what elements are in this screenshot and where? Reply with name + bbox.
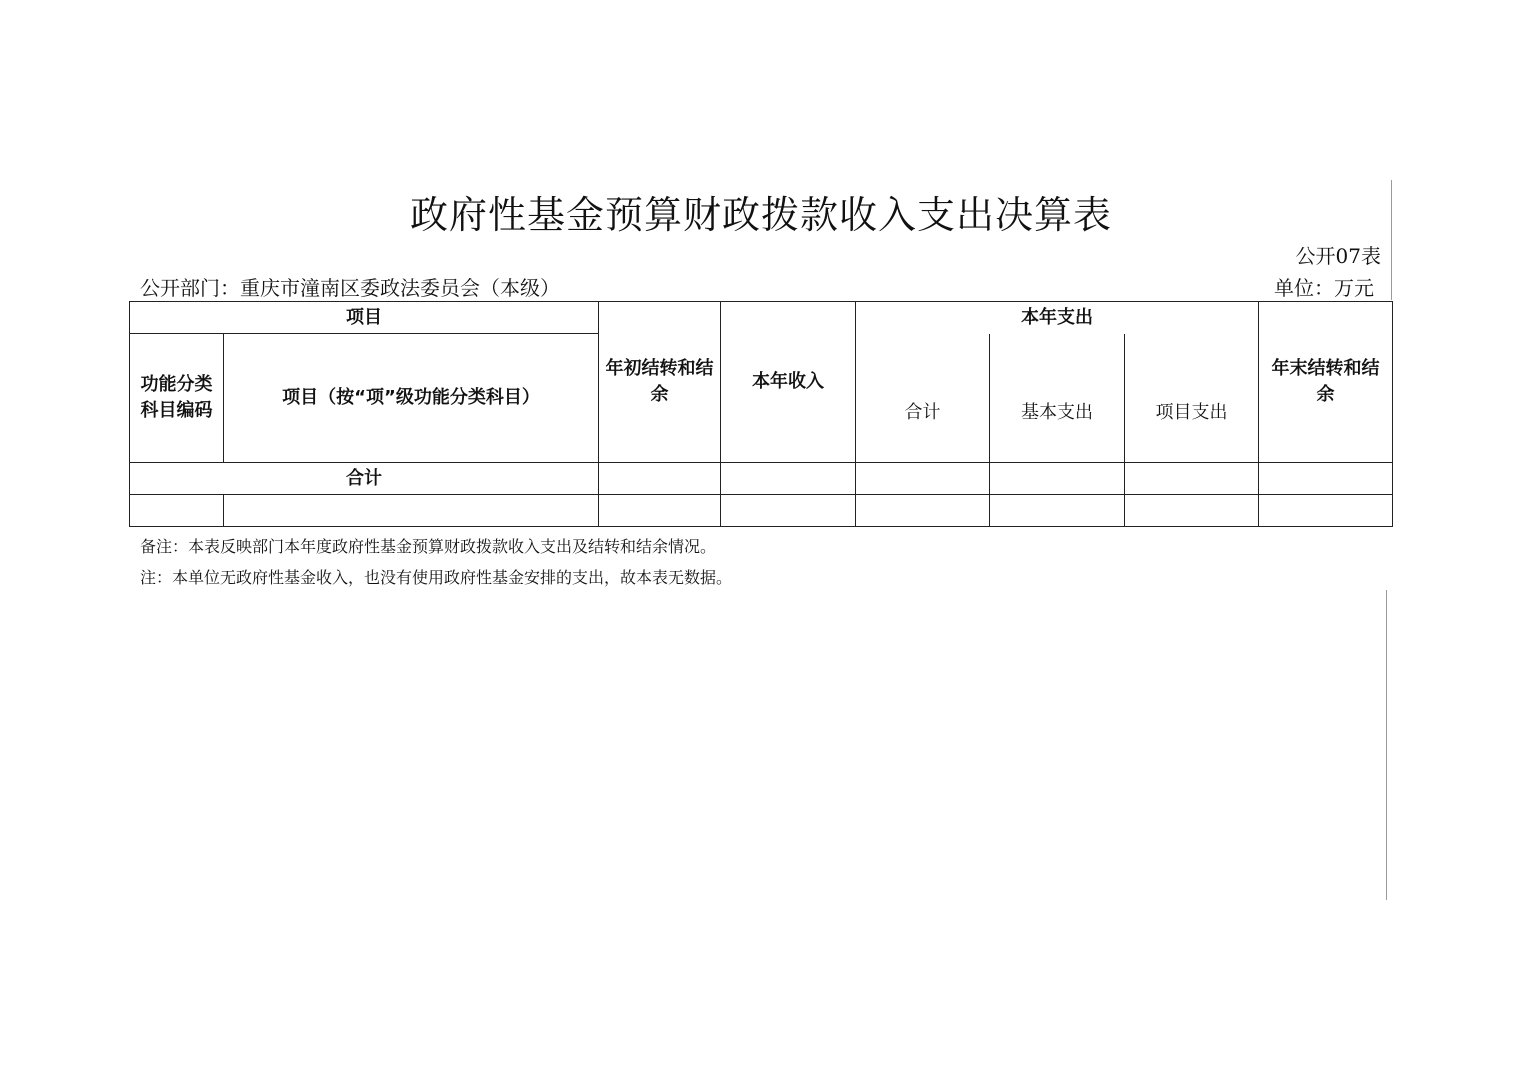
page-edge-line-bottom (1386, 590, 1387, 900)
row-begin-balance (599, 495, 721, 527)
header-begin-balance: 年初结转和结余 (599, 302, 721, 463)
header-expense-basic: 基本支出 (990, 334, 1125, 463)
header-expense-total: 合计 (856, 334, 990, 463)
unit-label: 单位：万元 (1274, 276, 1374, 300)
header-expense-project: 项目支出 (1125, 334, 1259, 463)
header-func-code: 功能分类科目编码 (130, 334, 224, 463)
row-end-balance (1259, 495, 1393, 527)
header-project-group: 项目 (130, 302, 599, 334)
total-begin-balance (599, 463, 721, 495)
total-expense-project (1125, 463, 1259, 495)
total-row (130, 463, 1393, 495)
row-expense-total (856, 495, 990, 527)
total-expense-total (856, 463, 990, 495)
header-end-balance: 年末结转和结余 (1259, 302, 1393, 463)
form-number: 公开07表 (1295, 244, 1381, 268)
remark-text: 备注：本表反映部门本年度政府性基金预算财政拨款收入支出及结转和结余情况。 (140, 537, 717, 556)
table-row (130, 495, 1393, 527)
note-text: 注：本单位无政府性基金收入，也没有使用政府性基金安排的支出，故本表无数据。 (140, 568, 733, 587)
row-code (130, 495, 224, 527)
page-title: 政府性基金预算财政拨款收入支出决算表 (409, 193, 1112, 237)
total-end-balance (1259, 463, 1393, 495)
header-expense-group: 本年支出 (856, 302, 1259, 334)
header-income: 本年收入 (721, 302, 856, 463)
total-expense-basic (990, 463, 1125, 495)
row-name (224, 495, 599, 527)
row-income (721, 495, 856, 527)
total-row-label: 合计 (130, 463, 599, 495)
row-expense-project (1125, 495, 1259, 527)
department-label: 公开部门：重庆市潼南区委政法委员会（本级） (140, 276, 560, 300)
total-income (721, 463, 856, 495)
row-expense-basic (990, 495, 1125, 527)
budget-table (129, 301, 1393, 527)
header-project-name: 项目（按“项”级功能分类科目） (224, 334, 599, 463)
